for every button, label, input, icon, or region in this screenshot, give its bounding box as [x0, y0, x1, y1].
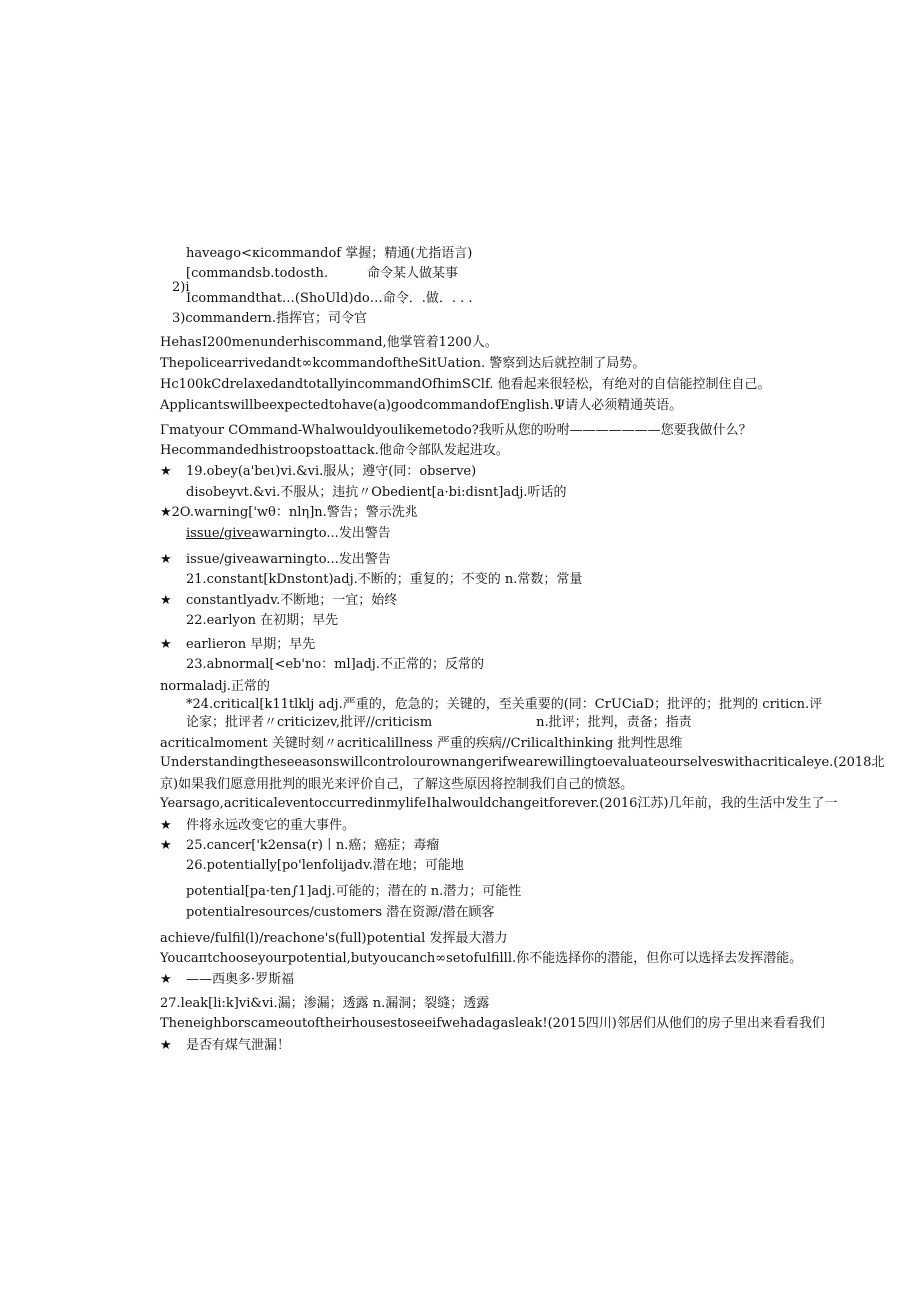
vocab-entry: earlieron 早期；早先	[186, 637, 316, 652]
example-sentence: achieve/fulfil(l)/reachone's(full)potential 发挥最大潜力	[160, 931, 508, 946]
star-icon: ★	[160, 593, 172, 608]
attribution: Youcaπtchooseyourpotential,butyoucanch∞setofulfilll.你不能选择你的潜能，但你可以选择去发挥潜能。	[160, 951, 803, 966]
example-sentence: 27.leak[li:k]vi&vi.漏；渗漏；透露 n.漏洞；裂缝；透露	[160, 996, 490, 1011]
star-icon: ★	[160, 505, 172, 520]
example-sentence: Applicantswillbeexpectedtohave(a)goodcommandofEnglish.Ψ请人必须精通英语。	[160, 398, 683, 413]
vocab-entry: ——西奥多·罗斯福	[186, 972, 295, 987]
vocab-entry: constantlyadv.不断地；一宜；始终	[186, 593, 398, 608]
underlined-word: issue/	[186, 526, 224, 541]
text-line: 2)i	[172, 280, 190, 295]
vocab-detail: *24.critical[k11tlklj adj.严重的，危急的；关键的，至关重要的(同：CrUCiaD；批评的；批判的 criticn.评	[186, 697, 823, 712]
star-icon: ★	[160, 464, 172, 479]
vocab-detail: 论家；批评者〃criticizev,批评//criticism n.批评；批判，责备；指责	[186, 715, 692, 730]
vocab-detail: disobeyvt.&vi.不服从；违抗〃Obedient[a·bi:disnt]adj.听话的	[186, 485, 567, 500]
example-sentence: Yearsago,acriticaleventoccurredinmylifeIhalwouldchangeitforever.(2016江苏)几年前，我的生活中发生了一	[160, 796, 838, 811]
star-icon: ★	[160, 1038, 172, 1053]
vocab-entry: issue/giveawarningto...发出警告	[186, 552, 391, 567]
vocab-detail: 26.potentially[po'lenfolijadv.潜在地；可能地	[186, 858, 464, 873]
example-sentence: acriticalmoment 关键时刻〃acriticalillness 严重的疾病//Crilicalthinking 批判性思维	[160, 736, 683, 751]
vocab-detail: potential[pa·ten∫1]adj.可能的；潜在的 n.潜力；可能性	[186, 884, 522, 899]
phrase-text: awarningto...发出警告	[251, 526, 391, 541]
vocab-detail: 21.constant[kDnstont)adj.不断的；重复的；不变的 n.常数；常量	[186, 572, 583, 587]
example-sentence: Thepolicearrivedandt∞kcommandoftheSitUation. 警察到达后就控制了局势。	[160, 356, 646, 371]
vocab-detail: potentialresources/customers 潜在资源/潜在顾客	[186, 905, 495, 920]
example-sentence: Γmatyour COmmand-Whalwouldyoulikemetodo?我听从您的吩咐———————您要我做什么？	[160, 423, 752, 438]
text-line: Icommandthat…(ShoUld)do…命令．.做．. . .	[186, 291, 473, 306]
text-line: haveago<κicommandof 掌握；精通(尤指语言)	[186, 246, 473, 261]
vocab-entry: normaladj.正常的	[160, 679, 270, 694]
text-line: 3)commandern.指挥官；司令官	[172, 311, 367, 326]
text-line: [commandsb.todosth. 命令某人做某事	[186, 266, 459, 281]
star-icon: ★	[160, 972, 172, 987]
vocab-entry: 25.cancer['k2ensa(r)丨n.癌；癌症；毒瘤	[186, 838, 440, 853]
star-icon: ★	[160, 818, 172, 833]
example-sentence: HehasI200menunderhiscommand,他掌管着1200人。	[160, 335, 498, 350]
underlined-word: give	[223, 526, 252, 541]
example-sentence: Hc100kCdrelaxedandtotallyincommandOfhimSClf. 他看起来很轻松，有绝对的自信能控制住自己。	[160, 377, 771, 392]
star-icon: ★	[160, 552, 172, 567]
vocab-detail: 22.earlyon 在初期；早先	[186, 613, 339, 628]
vocab-entry: 19.obey(a'beι)vi.&vi.服从；遵守(同：observe)	[186, 464, 477, 479]
example-sentence: Hecommandedhistroopstoattack.他命令部队发起进攻。	[160, 443, 509, 458]
example-sentence: Understandingtheseeasonswillcontrolourownangerifwearewillingtoevaluateourselveswithacriticaleye.(2018北	[160, 755, 885, 770]
example-sentence: Theneighborscameoutoftheirhousestoseeifwehadagasleak!(2015四川)邻居们从他们的房子里出来看看我们	[160, 1016, 825, 1031]
vocab-entry-text: 2O.warning['wθ：nlη]n.警告；警示洗兆	[171, 505, 418, 520]
vocab-entry: 是否有煤气泄漏！	[186, 1038, 291, 1053]
vocab-entry: 件将永远改变它的重大事件。	[186, 818, 356, 833]
star-icon: ★	[160, 838, 172, 853]
vocab-entry	[160, 505, 418, 521]
vocab-detail	[186, 526, 391, 542]
example-sentence: 京)如果我们愿意用批判的眼光来评价自己，了解这些原因将控制我们自己的愤怒。	[160, 777, 634, 792]
vocab-detail: 23.abnormal[<eb'no：ml]adj.不正常的；反常的	[186, 657, 484, 672]
star-icon: ★	[160, 637, 172, 652]
